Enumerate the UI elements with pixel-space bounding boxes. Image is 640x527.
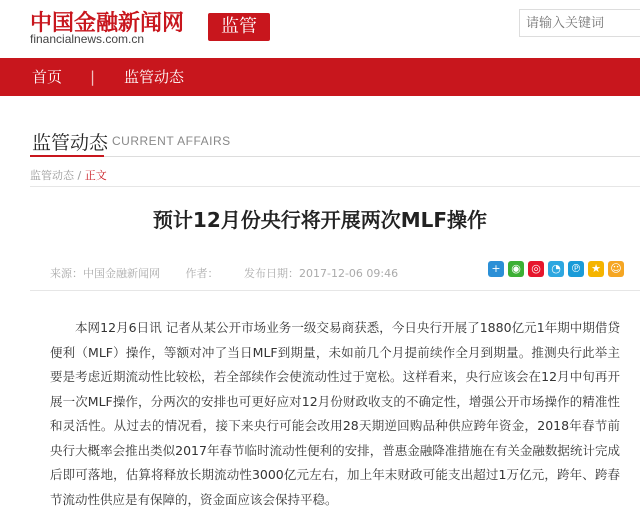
article-source: 来源：中国金融新闻网 (50, 267, 160, 280)
wechat-icon[interactable]: ◉ (508, 261, 524, 277)
section-title: 监管动态 (32, 132, 109, 154)
section-divider-accent (30, 155, 104, 157)
nav-regulation[interactable]: 监管动态 (124, 68, 185, 86)
plus-share-icon[interactable]: + (488, 261, 504, 277)
article-meta (50, 265, 402, 281)
breadcrumb-parent[interactable]: 监管动态 (30, 169, 74, 182)
article-body: 本网12月6日讯 记者从某公开市场业务一级交易商获悉，今日央行开展了1880亿元1年期中期借贷便利（MLF）操作，等额对冲了当日MLF到期量，未如前几个月提前续作全月到期量。推测央行此举主要是考虑近期流动性比较松，若全部续作会使流动性过于宽松。这样看来，央行应该会在12月中旬再开展一次MLF操作，分两次的安排也可更好应对12月份财政收支的不确定性，增强公开市场操作的精准性和灵活性。从过去的情况看，接下来央行可能会改用28天期逆回购品种供应跨年资金，2018年春节前央行大概率会推出类似2017年春节临时流动性便利的安排，普惠金融降准措施在有关金融数据统计完成后即可落地，估算将释放长期流动性3000亿元左右，加上年末财政可能支出超过1万亿元，跨年、跨春节流动性供应是有保障的，资金面应该会保持平稳。 (50, 320, 620, 507)
site-header (0, 0, 640, 58)
star-icon[interactable]: ★ (588, 261, 604, 277)
qq-icon[interactable]: ☺ (608, 261, 624, 277)
article-author: 作者： (185, 267, 219, 280)
article-title: 预计12月份央行将开展两次MLF操作 (152, 208, 488, 232)
share-bar (488, 261, 624, 277)
breadcrumb-separator: / (74, 169, 85, 182)
breadcrumb-current: 正文 (84, 169, 107, 182)
search-input[interactable] (519, 9, 640, 37)
main-nav (0, 58, 640, 96)
section-tag[interactable]: 监管 (208, 13, 270, 41)
meta-divider (30, 290, 640, 291)
tencent-weibo-icon[interactable]: ◔ (548, 261, 564, 277)
article-date: 发布日期：2017-12-06 09:46 (244, 267, 399, 280)
nav-separator: | (90, 68, 96, 86)
nav-home[interactable]: 首页 (32, 68, 63, 86)
qzone-icon[interactable]: ℗ (568, 261, 584, 277)
breadcrumb (30, 167, 107, 183)
weibo-icon[interactable]: ◎ (528, 261, 544, 277)
section-divider (30, 156, 640, 157)
site-domain[interactable]: financialnews.com.cn (30, 32, 145, 46)
section-subtitle: CURRENT AFFAIRS (112, 134, 231, 148)
breadcrumb-divider (30, 186, 640, 187)
site-logo[interactable]: 中国金融新闻网 (30, 10, 185, 36)
